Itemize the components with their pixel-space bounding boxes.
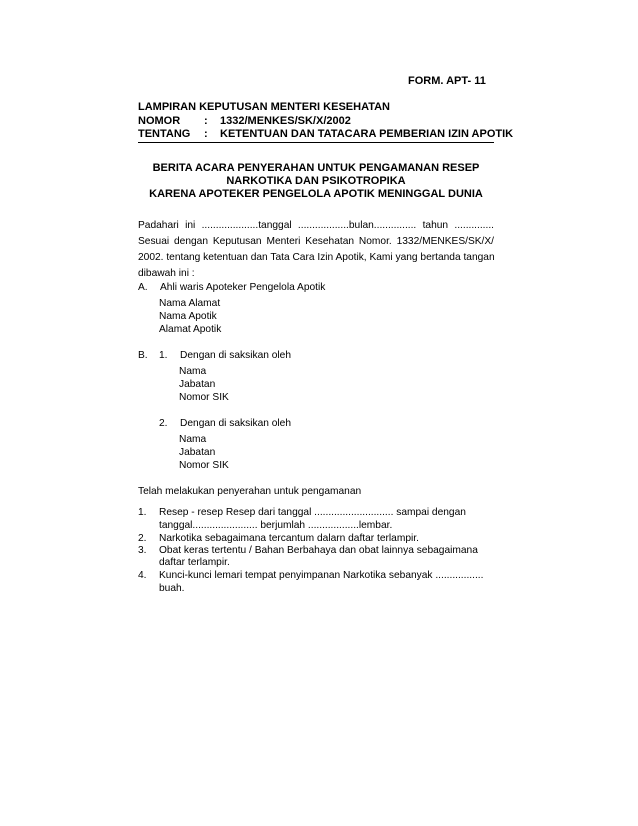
handover-item-line: buah.	[159, 583, 185, 594]
handover-item-line: Narkotika sebagaimana tercantum dalarn daftar terlampir.	[159, 533, 419, 544]
nomor-value: 1332/MENKES/SK/X/2002	[220, 115, 351, 127]
tentang-colon: :	[204, 128, 208, 140]
intro-line-4: dibawah ini :	[138, 268, 195, 279]
handover-item-line: tanggal....................... berjumlah ..................lembar.	[159, 520, 393, 531]
section-b-letter: B.	[138, 350, 148, 361]
intro-line-3: 2002. tentang ketentuan dan Tata Cara Izin Apotik, Kami yang bertanda tangan	[138, 252, 495, 263]
handover-heading: Telah melakukan penyerahan untuk pengamanan	[138, 486, 362, 497]
witness-1-field: Nomor SIK	[179, 392, 229, 403]
section-a-field: Nama Apotik	[159, 311, 217, 322]
decree-tentang-row	[138, 128, 514, 142]
title-line-1: BERITA ACARA PENYERAHAN UNTUK PENGAMANAN RESEP	[152, 162, 480, 174]
handover-item-number: 3.	[138, 545, 147, 556]
section-a-field: Alamat Apotik	[159, 324, 222, 335]
witness-2-number: 2.	[159, 418, 168, 429]
title-line-2: NARKOTIKA DAN PSIKOTROPIKA	[226, 175, 406, 187]
nomor-label: NOMOR	[138, 115, 181, 127]
title-line-3: KARENA APOTEKER PENGELOLA APOTIK MENINGGAL DUNIA	[149, 188, 483, 200]
tentang-value: KETENTUAN DAN TATACARA PEMBERIAN IZIN APOTIK	[220, 128, 514, 140]
section-a-field: Nama Alamat	[159, 298, 221, 309]
witness-1-field: Jabatan	[179, 379, 216, 390]
decree-nomor-row	[138, 115, 494, 129]
witness-2-field: Nomor SIK	[179, 460, 229, 471]
header-divider	[138, 142, 494, 143]
witness-2-field: Jabatan	[179, 447, 216, 458]
handover-item-number: 1.	[138, 507, 147, 518]
handover-item-line: Obat keras tertentu / Bahan Berbahaya dan obat lainnya sebagaimana	[159, 545, 478, 556]
handover-item-line: Kunci-kunci lemari tempat penyimpanan Narkotika sebanyak .................	[159, 570, 484, 581]
section-a-letter: A.	[138, 282, 148, 293]
handover-item-number: 2.	[138, 533, 147, 544]
decree-title: LAMPIRAN KEPUTUSAN MENTERI KESEHATAN	[138, 101, 390, 113]
witness-2-field: Nama	[179, 434, 207, 445]
document-title	[138, 162, 494, 201]
witness-2-heading: Dengan di saksikan oleh	[180, 418, 292, 429]
form-code: FORM. APT- 11	[408, 75, 486, 87]
handover-item-line: daftar terlampir.	[159, 557, 230, 568]
intro-line-1: Padahari ini ....................tanggal ..................bulan............... tahun ..............	[138, 220, 494, 231]
witness-1-number: 1.	[159, 350, 168, 361]
handover-item-line: Resep - resep Resep dari tanggal ............................ sampai dengan	[159, 507, 466, 518]
intro-paragraph	[138, 218, 494, 282]
nomor-colon: :	[204, 115, 208, 127]
witness-1-heading: Dengan di saksikan oleh	[180, 350, 292, 361]
witness-1-field: Nama	[179, 366, 207, 377]
section-a-heading: Ahli waris Apoteker Pengelola Apotik	[160, 282, 326, 293]
handover-item-number: 4.	[138, 570, 147, 581]
intro-line-2: Sesuai dengan Keputusan Menteri Kesehatan Nomor. 1332/MENKES/SK/X/	[138, 236, 494, 247]
tentang-label: TENTANG	[138, 128, 191, 140]
